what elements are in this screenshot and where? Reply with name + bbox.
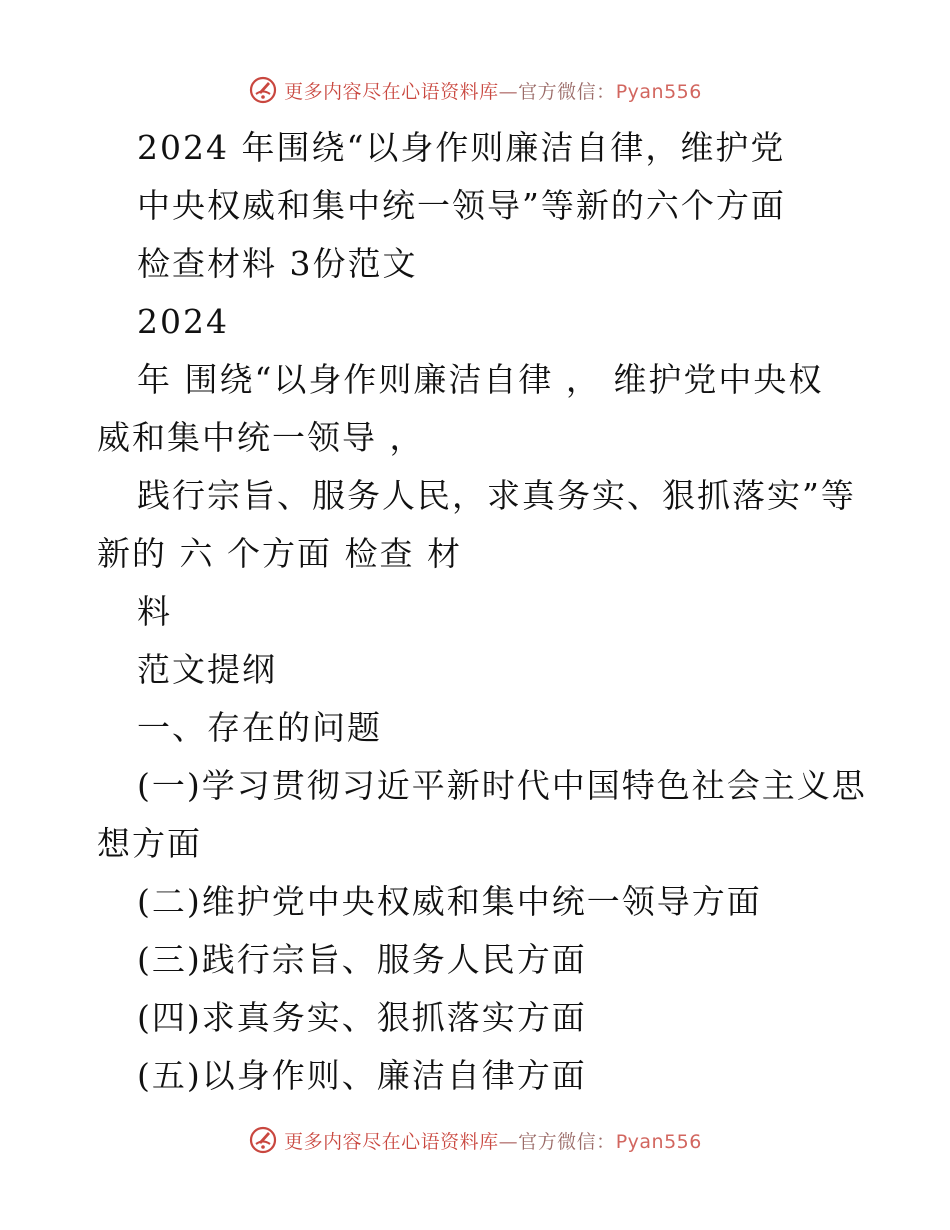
section-heading: 一、存在的问题 xyxy=(137,708,382,747)
body-line: 年 围绕“以身作则廉洁自律 ， 维护党中央权 xyxy=(137,360,824,399)
outline-item-continuation: 想方面 xyxy=(97,824,202,863)
watermark-content xyxy=(248,75,702,105)
watermark-separator: — xyxy=(498,1130,519,1153)
watermark-site: 更多内容尽在心语资料库 xyxy=(284,80,499,103)
body-line: 料 xyxy=(137,592,172,631)
watermark-wechat-id: Pyan556 xyxy=(615,80,702,103)
outline-item: (三)践行宗旨、服务人民方面 xyxy=(137,940,587,979)
watermark-content xyxy=(248,1125,702,1155)
body-line: 2024 xyxy=(137,302,229,341)
title-line: 中央权威和集中统一领导”等新的六个方面 xyxy=(137,186,786,225)
book-quill-logo-icon xyxy=(248,75,278,105)
book-quill-logo-icon xyxy=(248,1125,278,1155)
outline-item: (四)求真务实、狠抓落实方面 xyxy=(137,998,587,1037)
outline-item: (五)以身作则、廉洁自律方面 xyxy=(137,1056,587,1095)
body-line: 践行宗旨、服务人民，求真务实、狠抓落实”等 xyxy=(137,476,856,515)
watermark-text xyxy=(284,1127,702,1154)
watermark-label: 官方微信： xyxy=(518,1130,616,1153)
watermark-site: 更多内容尽在心语资料库 xyxy=(284,1130,499,1153)
outline-item: (二)维护党中央权威和集中统一领导方面 xyxy=(137,882,762,921)
watermark-label: 官方微信： xyxy=(518,80,616,103)
body-line: 威和集中统一领导 ， xyxy=(97,418,425,457)
watermark-separator: — xyxy=(498,80,519,103)
title-line: 检查材料 3份范文 xyxy=(137,244,418,283)
footer-watermark xyxy=(0,1120,950,1160)
watermark-text xyxy=(284,77,702,104)
title-line: 2024 年围绕“以身作则廉洁自律，维护党 xyxy=(137,128,786,167)
outline-item: (一)学习贯彻习近平新时代中国特色社会主义思 xyxy=(137,766,867,805)
section-heading: 范文提纲 xyxy=(137,650,277,689)
header-watermark xyxy=(0,70,950,110)
body-line: 新的 六 个方面 检查 材 xyxy=(97,534,462,573)
watermark-wechat-id: Pyan556 xyxy=(615,1130,702,1153)
